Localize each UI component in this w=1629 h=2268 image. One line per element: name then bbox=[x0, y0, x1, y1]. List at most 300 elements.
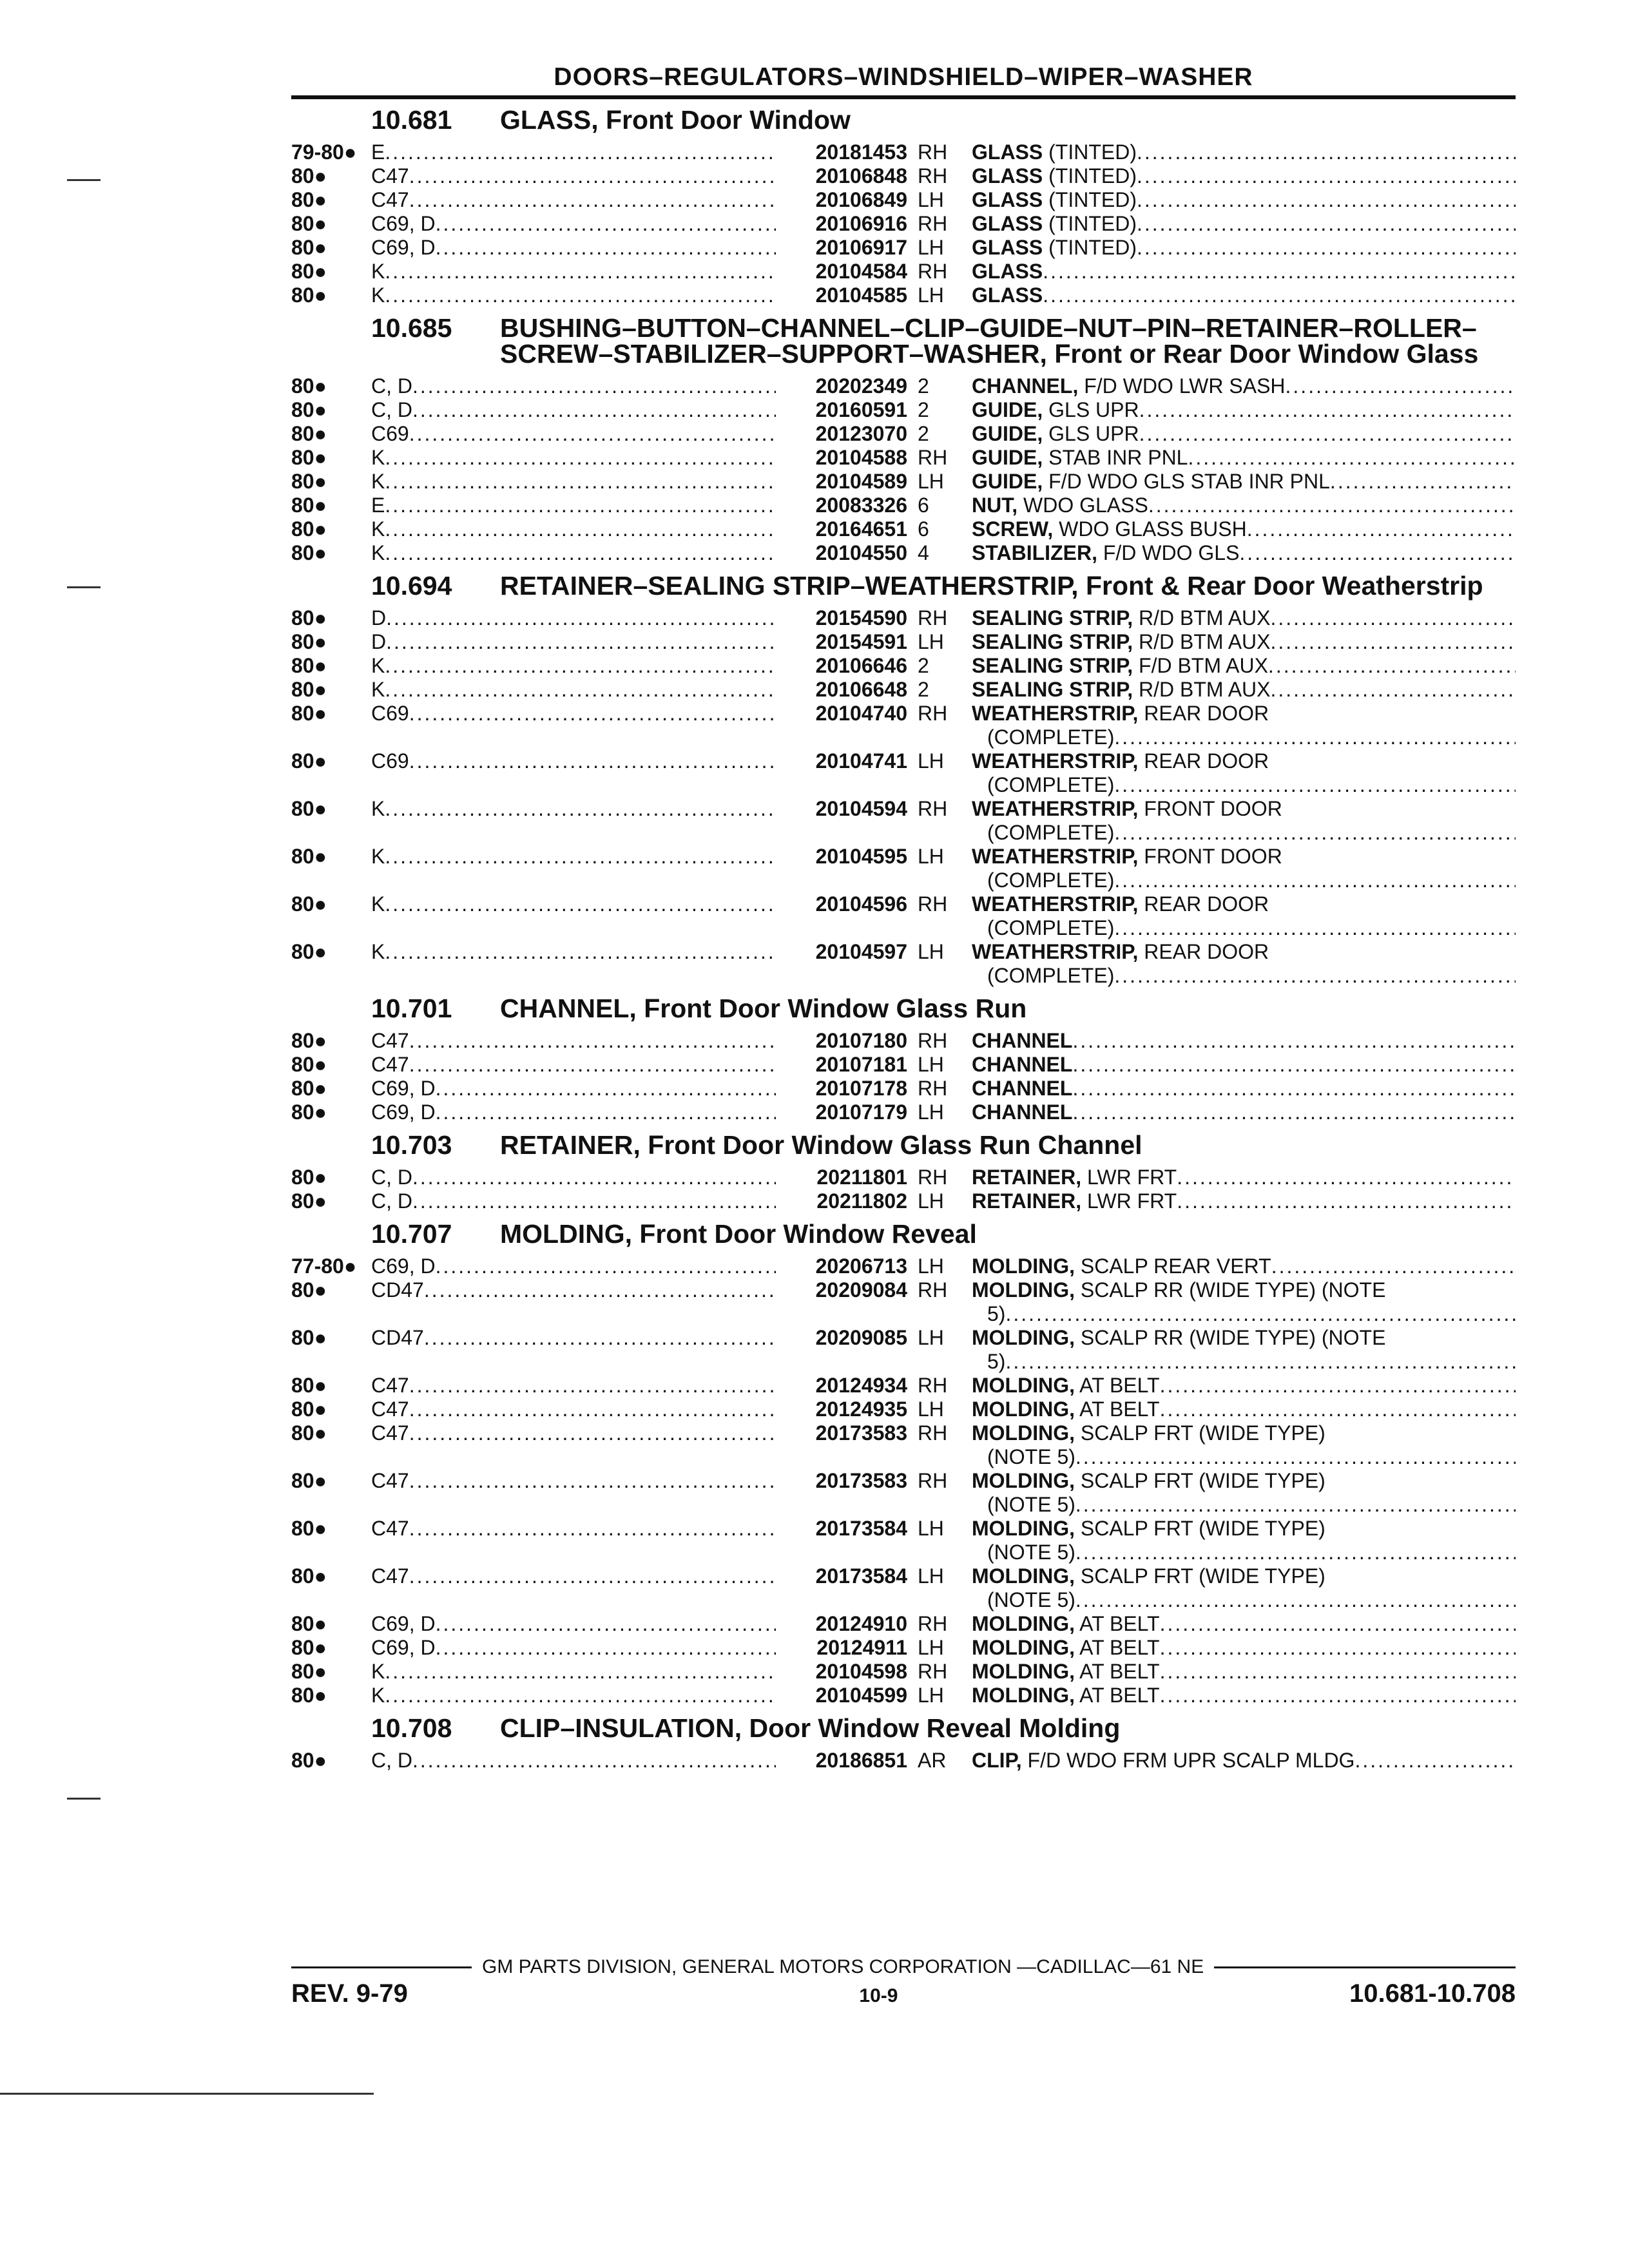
description-text bbox=[972, 1684, 1160, 1707]
description-line bbox=[972, 749, 1516, 773]
part-description bbox=[967, 517, 1516, 541]
model-part-column bbox=[371, 422, 967, 446]
description-text bbox=[972, 541, 1239, 565]
section-number: 10.685 bbox=[371, 313, 452, 343]
leader-dots bbox=[1075, 1541, 1516, 1564]
part-number: 20186851 bbox=[815, 1749, 907, 1772]
description-text bbox=[972, 630, 1270, 654]
description-keyword: WEATHERSTRIP, bbox=[972, 702, 1139, 725]
year-code: 80● bbox=[291, 630, 327, 653]
part-number: 20104741 bbox=[815, 749, 907, 773]
description-detail: F/D BTM AUX bbox=[1133, 654, 1268, 677]
leader-dots bbox=[1160, 1684, 1516, 1707]
leader-dots bbox=[1160, 1374, 1516, 1398]
part-description bbox=[967, 1749, 1516, 1773]
section-heading bbox=[291, 995, 1516, 1021]
leader-dots bbox=[1354, 1749, 1516, 1773]
description-keyword: GUIDE, bbox=[972, 422, 1043, 445]
year-code: 80● bbox=[291, 654, 327, 677]
part-number: 20083326 bbox=[815, 494, 907, 517]
description-text bbox=[972, 606, 1270, 630]
description-line bbox=[972, 470, 1516, 494]
description-text bbox=[972, 140, 1137, 164]
year-code: 80● bbox=[291, 749, 327, 773]
part-number: 20209084 bbox=[815, 1278, 907, 1302]
model-code: K bbox=[371, 470, 385, 493]
description-detail: (COMPLETE) bbox=[987, 916, 1115, 939]
description-detail: F/D WDO FRM UPR SCALP MLDG bbox=[1021, 1749, 1355, 1772]
section-heading bbox=[291, 107, 1516, 133]
part-row bbox=[291, 1053, 1516, 1077]
quantity: LH bbox=[918, 470, 944, 493]
year-code: 80● bbox=[291, 260, 327, 283]
part-number: 20211802 bbox=[816, 1189, 907, 1213]
description-keyword: GLASS bbox=[972, 260, 1043, 283]
description-text bbox=[987, 1493, 1075, 1517]
part-description bbox=[967, 470, 1516, 494]
model-code: K bbox=[371, 797, 385, 820]
model-code: K bbox=[371, 1684, 385, 1707]
leader-dots bbox=[409, 1374, 776, 1398]
leader-dots bbox=[409, 422, 776, 446]
leader-dots bbox=[1148, 494, 1516, 517]
leader-dots bbox=[385, 470, 776, 494]
part-description bbox=[967, 1684, 1516, 1707]
description-text bbox=[972, 236, 1137, 260]
part-row bbox=[291, 1660, 1516, 1684]
description-detail: SCALP RR (WIDE TYPE) (NOTE bbox=[1074, 1278, 1386, 1302]
part-row bbox=[291, 470, 1516, 494]
description-text bbox=[972, 1517, 1325, 1541]
description-text bbox=[972, 212, 1137, 236]
year-code: 80● bbox=[291, 1749, 327, 1772]
leader-dots bbox=[1268, 654, 1516, 678]
model-code: K bbox=[371, 541, 385, 564]
section-title: CLIP–INSULATION, Door Window Reveal Molding bbox=[500, 1713, 1121, 1743]
description-keyword: WEATHERSTRIP, bbox=[972, 940, 1139, 963]
part-row bbox=[291, 630, 1516, 654]
leader-dots bbox=[385, 940, 776, 988]
description-line bbox=[972, 1029, 1516, 1053]
leader-dots bbox=[386, 606, 776, 630]
model-code: C, D bbox=[371, 374, 412, 398]
part-number: 20124934 bbox=[815, 1374, 907, 1397]
description-text bbox=[972, 1077, 1072, 1100]
part-number: 20104598 bbox=[815, 1660, 907, 1683]
description-line bbox=[972, 1053, 1516, 1077]
model-part-column bbox=[371, 1326, 967, 1374]
model-code: C47 bbox=[371, 1053, 409, 1076]
description-text bbox=[972, 1029, 1072, 1053]
description-keyword: MOLDING, bbox=[972, 1254, 1075, 1278]
leader-dots bbox=[1270, 678, 1516, 702]
leader-dots bbox=[385, 260, 776, 284]
quantity: RH bbox=[918, 1469, 948, 1492]
part-description bbox=[967, 654, 1516, 678]
description-line bbox=[972, 1421, 1516, 1445]
description-text bbox=[987, 1302, 1005, 1326]
part-description bbox=[967, 1398, 1516, 1421]
part-number: 20106848 bbox=[815, 164, 907, 187]
description-detail: AT BELT bbox=[1074, 1398, 1160, 1421]
leader-dots bbox=[409, 1029, 776, 1053]
part-number: 20104596 bbox=[815, 892, 907, 916]
description-detail: F/D WDO LWR SASH bbox=[1078, 374, 1286, 398]
leader-dots bbox=[436, 1612, 776, 1636]
model-part-column bbox=[371, 630, 967, 654]
description-detail: WDO GLASS BUSH bbox=[1053, 517, 1247, 541]
description-line bbox=[972, 654, 1516, 678]
quantity: RH bbox=[918, 702, 948, 725]
description-line bbox=[972, 164, 1516, 188]
part-number: 20104740 bbox=[815, 702, 907, 725]
model-code: CD47 bbox=[371, 1278, 424, 1302]
model-code: C69, D bbox=[371, 236, 436, 259]
header-rule bbox=[291, 95, 1516, 99]
description-keyword: RETAINER, bbox=[972, 1166, 1082, 1189]
leader-dots bbox=[409, 1469, 776, 1517]
part-number: 20173583 bbox=[815, 1421, 907, 1445]
quantity: LH bbox=[918, 845, 944, 868]
description-detail: R/D BTM AUX bbox=[1133, 630, 1271, 653]
description-text bbox=[972, 1326, 1385, 1350]
part-number: 20107180 bbox=[815, 1029, 907, 1052]
part-row bbox=[291, 1517, 1516, 1564]
description-line bbox=[972, 494, 1516, 517]
part-number: 20124910 bbox=[815, 1612, 907, 1635]
part-description bbox=[967, 1374, 1516, 1398]
section-title: CHANNEL, Front Door Window Glass Run bbox=[500, 994, 1027, 1023]
section-title: RETAINER–SEALING STRIP–WEATHERSTRIP, Front & Rear Door Weatherstrip bbox=[500, 571, 1483, 601]
quantity: LH bbox=[918, 1326, 944, 1349]
year-code: 80● bbox=[291, 892, 327, 916]
description-keyword: MOLDING, bbox=[972, 1421, 1075, 1445]
part-number: 20154590 bbox=[815, 606, 907, 629]
description-text bbox=[972, 517, 1247, 541]
quantity: LH bbox=[918, 284, 944, 307]
part-number: 20106646 bbox=[815, 654, 907, 677]
part-row bbox=[291, 1254, 1516, 1278]
model-part-column bbox=[371, 541, 967, 565]
year-code: 80● bbox=[291, 517, 327, 541]
part-description bbox=[967, 1469, 1516, 1517]
description-line bbox=[972, 140, 1516, 164]
leader-dots bbox=[409, 1564, 776, 1612]
part-description bbox=[967, 284, 1516, 307]
leader-dots bbox=[1072, 1100, 1516, 1124]
page-number: 10-9 bbox=[859, 1985, 898, 2006]
quantity: LH bbox=[918, 1517, 944, 1540]
part-row bbox=[291, 1100, 1516, 1124]
description-keyword: GUIDE, bbox=[972, 446, 1043, 469]
quantity: RH bbox=[918, 164, 948, 187]
part-description bbox=[967, 1166, 1516, 1189]
description-detail: LWR FRT bbox=[1081, 1166, 1177, 1189]
description-detail: AT BELT bbox=[1074, 1636, 1160, 1659]
model-code: K bbox=[371, 1660, 385, 1683]
model-part-column bbox=[371, 1421, 967, 1469]
description-keyword: WEATHERSTRIP, bbox=[972, 892, 1139, 916]
part-description bbox=[967, 630, 1516, 654]
description-line bbox=[972, 1166, 1516, 1189]
part-description bbox=[967, 1100, 1516, 1124]
part-description bbox=[967, 678, 1516, 702]
part-row bbox=[291, 1398, 1516, 1421]
leader-dots bbox=[1177, 1189, 1516, 1213]
part-number: 20173584 bbox=[815, 1517, 907, 1540]
part-description bbox=[967, 702, 1516, 749]
description-text bbox=[972, 1398, 1160, 1421]
leader-dots bbox=[1177, 1166, 1516, 1189]
year-code: 80● bbox=[291, 1166, 327, 1189]
leader-dots bbox=[436, 1100, 776, 1124]
quantity: RH bbox=[918, 1029, 948, 1052]
quantity: LH bbox=[918, 1684, 944, 1707]
quantity: RH bbox=[918, 1166, 948, 1189]
leader-dots bbox=[436, 1636, 776, 1660]
part-row bbox=[291, 940, 1516, 988]
model-part-column bbox=[371, 940, 967, 988]
year-code: 80● bbox=[291, 797, 327, 820]
model-code: C47 bbox=[371, 1398, 409, 1421]
description-keyword: MOLDING, bbox=[972, 1469, 1075, 1492]
description-line bbox=[972, 1684, 1516, 1707]
model-part-column bbox=[371, 1053, 967, 1077]
description-line bbox=[972, 284, 1516, 307]
model-part-column bbox=[371, 1100, 967, 1124]
model-part-column bbox=[371, 678, 967, 702]
model-part-column bbox=[371, 1374, 967, 1398]
section-number: 10.708 bbox=[371, 1713, 452, 1743]
leader-dots bbox=[1270, 630, 1516, 654]
description-keyword: SEALING STRIP, bbox=[972, 654, 1133, 677]
part-row bbox=[291, 1326, 1516, 1374]
leader-dots bbox=[385, 797, 776, 845]
description-keyword: STABILIZER, bbox=[972, 541, 1097, 564]
description-keyword: MOLDING, bbox=[972, 1636, 1075, 1659]
year-code: 80● bbox=[291, 284, 327, 307]
part-number: 20164651 bbox=[815, 517, 907, 541]
description-text bbox=[987, 773, 1114, 797]
quantity: RH bbox=[918, 1374, 948, 1397]
leader-dots bbox=[412, 1166, 776, 1189]
description-line bbox=[972, 630, 1516, 654]
leader-dots bbox=[1137, 140, 1516, 164]
part-number: 20106849 bbox=[815, 188, 907, 211]
model-part-column bbox=[371, 1029, 967, 1053]
leader-dots bbox=[386, 630, 776, 654]
part-row bbox=[291, 1166, 1516, 1189]
model-part-column bbox=[371, 606, 967, 630]
quantity: LH bbox=[918, 1398, 944, 1421]
description-text bbox=[972, 678, 1270, 702]
year-code: 80● bbox=[291, 164, 327, 187]
model-part-column bbox=[371, 164, 967, 188]
section-range: 10.681-10.708 bbox=[1349, 1979, 1516, 2008]
description-keyword: GLASS bbox=[972, 188, 1043, 211]
part-number: 20202349 bbox=[815, 374, 907, 398]
part-number: 20209085 bbox=[815, 1326, 907, 1349]
description-detail: FRONT DOOR bbox=[1138, 845, 1282, 868]
quantity: LH bbox=[918, 236, 944, 259]
quantity: LH bbox=[918, 1636, 944, 1659]
model-code: C69 bbox=[371, 422, 409, 445]
leader-dots bbox=[385, 284, 776, 307]
page-header-title: DOORS–REGULATORS–WINDSHIELD–WIPER–WASHER bbox=[554, 63, 1253, 91]
part-description bbox=[967, 446, 1516, 470]
part-row bbox=[291, 1749, 1516, 1773]
model-part-column bbox=[371, 1077, 967, 1100]
year-code: 80● bbox=[291, 1278, 327, 1302]
description-detail: (NOTE 5) bbox=[987, 1541, 1075, 1564]
description-keyword: MOLDING, bbox=[972, 1517, 1075, 1540]
description-detail: AT BELT bbox=[1074, 1684, 1160, 1707]
leader-dots bbox=[1160, 1398, 1516, 1421]
description-text bbox=[972, 1166, 1177, 1189]
description-line bbox=[972, 1278, 1516, 1302]
description-text bbox=[972, 1254, 1271, 1278]
model-part-column bbox=[371, 1749, 967, 1773]
margin-mark bbox=[67, 586, 101, 588]
quantity: RH bbox=[918, 797, 948, 820]
year-code: 80● bbox=[291, 398, 327, 421]
leader-dots bbox=[436, 236, 776, 260]
year-code: 80● bbox=[291, 1684, 327, 1707]
description-keyword: MOLDING, bbox=[972, 1278, 1075, 1302]
part-row bbox=[291, 164, 1516, 188]
model-part-column bbox=[371, 845, 967, 892]
leader-dots bbox=[409, 164, 776, 188]
description-keyword: SEALING STRIP, bbox=[972, 630, 1133, 653]
leader-dots bbox=[436, 212, 776, 236]
leader-dots bbox=[409, 1398, 776, 1421]
leader-dots bbox=[1072, 1077, 1516, 1100]
description-keyword: CHANNEL bbox=[972, 1029, 1073, 1052]
leader-dots bbox=[385, 892, 776, 940]
description-keyword: MOLDING, bbox=[972, 1398, 1075, 1421]
description-text bbox=[972, 1564, 1325, 1588]
leader-dots bbox=[385, 678, 776, 702]
leader-dots bbox=[1286, 374, 1516, 398]
model-code: K bbox=[371, 284, 385, 307]
description-line bbox=[972, 1749, 1516, 1773]
part-row bbox=[291, 284, 1516, 307]
model-code: C69 bbox=[371, 702, 409, 725]
description-line bbox=[972, 1469, 1516, 1493]
description-detail: LWR FRT bbox=[1081, 1189, 1177, 1213]
description-detail: (NOTE 5) bbox=[987, 1588, 1075, 1611]
part-row bbox=[291, 1278, 1516, 1326]
part-description bbox=[967, 374, 1516, 398]
model-part-column bbox=[371, 1660, 967, 1684]
footer-division-line bbox=[291, 1956, 1516, 1978]
leader-dots bbox=[412, 398, 776, 422]
year-code: 80● bbox=[291, 1374, 327, 1397]
description-detail: REAR DOOR bbox=[1138, 702, 1269, 725]
part-description bbox=[967, 164, 1516, 188]
leader-dots bbox=[412, 1749, 776, 1773]
section-heading bbox=[291, 1221, 1516, 1247]
leader-dots bbox=[1072, 1053, 1516, 1077]
model-part-column bbox=[371, 749, 967, 797]
description-detail: (COMPLETE) bbox=[987, 964, 1115, 987]
quantity: LH bbox=[918, 188, 944, 211]
part-number: 20104584 bbox=[815, 260, 907, 283]
leader-dots bbox=[412, 1189, 776, 1213]
part-description bbox=[967, 1421, 1516, 1469]
description-keyword: RETAINER, bbox=[972, 1189, 1082, 1213]
leader-dots bbox=[412, 374, 776, 398]
quantity: AR bbox=[918, 1749, 947, 1772]
part-description bbox=[967, 188, 1516, 212]
description-detail: SCALP FRT (WIDE TYPE) bbox=[1074, 1421, 1325, 1445]
section-heading bbox=[291, 1715, 1516, 1741]
leader-dots bbox=[409, 188, 776, 212]
leader-dots bbox=[385, 654, 776, 678]
section-number: 10.701 bbox=[371, 994, 452, 1023]
description-keyword: GUIDE, bbox=[972, 470, 1043, 493]
leader-dots bbox=[1114, 821, 1516, 845]
description-line bbox=[972, 869, 1516, 892]
part-description bbox=[967, 1326, 1516, 1374]
year-code: 80● bbox=[291, 1421, 327, 1445]
quantity: LH bbox=[918, 1100, 944, 1124]
footer-division-text: GM PARTS DIVISION, GENERAL MOTORS CORPORATION —CADILLAC—61 NE bbox=[482, 1956, 1204, 1977]
description-detail: R/D BTM AUX bbox=[1133, 606, 1271, 629]
year-code: 80● bbox=[291, 940, 327, 963]
model-code: C47 bbox=[371, 1421, 409, 1445]
leader-dots bbox=[385, 140, 776, 164]
year-code: 80● bbox=[291, 678, 327, 701]
quantity: RH bbox=[918, 260, 948, 283]
leader-dots bbox=[1137, 188, 1516, 212]
part-description bbox=[967, 236, 1516, 260]
description-keyword: CHANNEL bbox=[972, 1053, 1073, 1076]
model-code: C69 bbox=[371, 749, 409, 773]
model-code: K bbox=[371, 678, 385, 701]
part-number: 20154591 bbox=[815, 630, 907, 653]
year-code: 80● bbox=[291, 1636, 327, 1659]
description-detail: STAB INR PNL bbox=[1043, 446, 1188, 469]
description-keyword: MOLDING, bbox=[972, 1684, 1075, 1707]
description-detail: AT BELT bbox=[1074, 1374, 1160, 1397]
description-line bbox=[972, 1350, 1516, 1374]
description-text bbox=[972, 284, 1043, 307]
model-code: C47 bbox=[371, 1517, 409, 1540]
description-text bbox=[987, 964, 1114, 988]
description-text bbox=[972, 188, 1137, 212]
year-code: 80● bbox=[291, 702, 327, 725]
quantity: LH bbox=[918, 630, 944, 653]
year-code: 80● bbox=[291, 1517, 327, 1540]
leader-dots bbox=[1114, 869, 1516, 892]
quantity: 6 bbox=[918, 494, 929, 517]
model-part-column bbox=[371, 1398, 967, 1421]
part-row bbox=[291, 749, 1516, 797]
quantity: LH bbox=[918, 940, 944, 963]
part-row bbox=[291, 494, 1516, 517]
model-code: D bbox=[371, 630, 387, 653]
model-part-column bbox=[371, 260, 967, 284]
model-code: C69, D bbox=[371, 1100, 436, 1124]
description-line bbox=[972, 1660, 1516, 1684]
description-text bbox=[972, 446, 1188, 470]
description-detail: SCALP FRT (WIDE TYPE) bbox=[1074, 1517, 1325, 1540]
description-text bbox=[987, 869, 1114, 892]
description-detail: SCALP FRT (WIDE TYPE) bbox=[1074, 1564, 1325, 1588]
description-text bbox=[972, 1469, 1325, 1493]
leader-dots bbox=[385, 517, 776, 541]
